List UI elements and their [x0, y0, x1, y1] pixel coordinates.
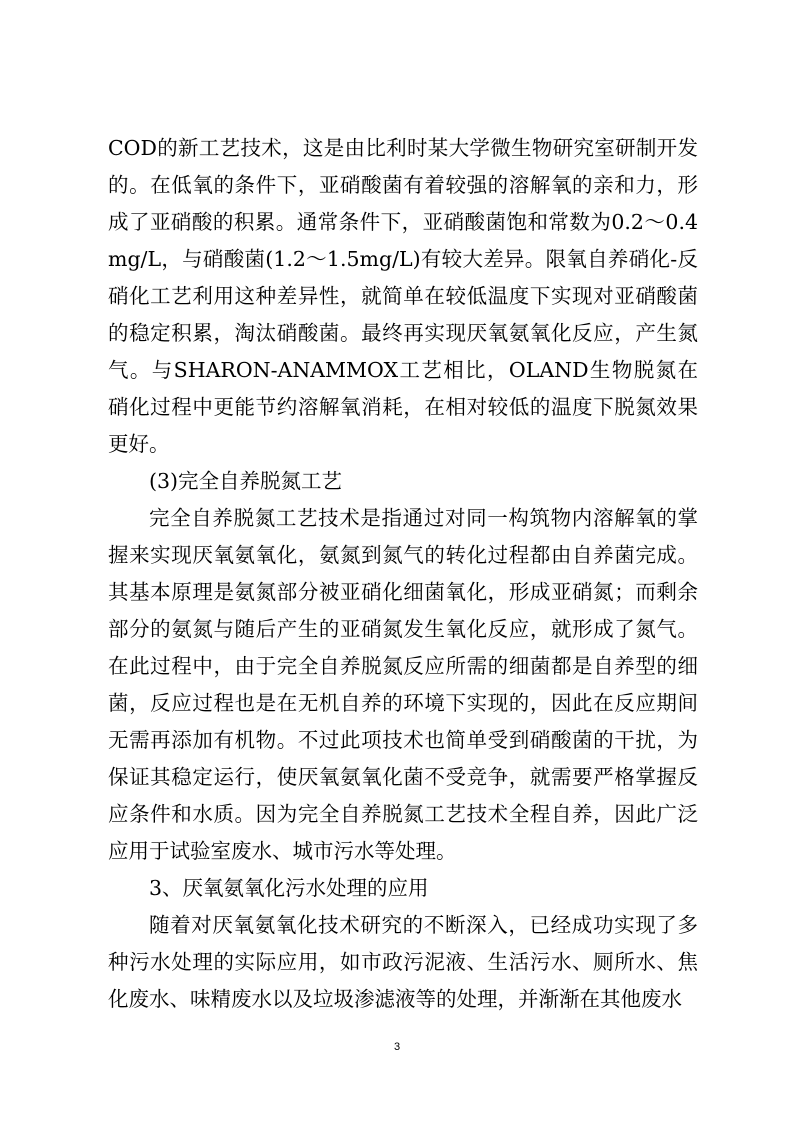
paragraph-applications: 随着对厌氧氨氧化技术研究的不断深入，已经成功实现了多种污水处理的实际应用，如市政污泥液、生活污水、厕所水、焦化废水、味精废水以及垃圾渗滤液等的处理，并渐渐在其他废水: [108, 913, 698, 1011]
paragraph-complete-autotrophic: 完全自养脱氮工艺技术是指通过对同一构筑物内溶解氧的掌握来实现厌氧氨氧化，氨氮到氮气的转化过程都由自养菌完成。其基本原理是氨氮部分被亚硝化细菌氧化，形成亚硝氮；而剩余部分的氨氮与随后产生的亚硝氮发生氧化反应，就形成了氮气。在此过程中，由于完全自养脱氮反应所需的细菌都是自养型的细菌，反应过程也是在无机自养的环境下实现的，因此在反应期间无需再添加有机物。不过此项技术也简单受到硝酸菌的干扰，为保证其稳定运行，使厌氧氨氧化菌不受竞争，就需要严格掌握反应条件和水质。因为完全自养脱氮工艺技术全程自养，因此广泛应用于试验室废水、城市污水等处理。: [108, 506, 698, 863]
paragraph-oland-continuation: COD的新工艺技术，这是由比利时某大学微生物研究室研制开发的。在低氧的条件下，亚硝酸菌有着较强的溶解氧的亲和力，形成了亚硝酸的积累。通常条件下，亚硝酸菌饱和常数为0.2～0.4mg/L，与硝酸菌(1.2～1.5mg/L)有较大差异。限氧自养硝化-反硝化工艺利用这种差异性，就简单在较低温度下实现对亚硝酸菌的稳定积累，淘汰硝酸菌。最终再实现厌氧氨氧化反应，产生氮气。与SHARON-ANAMMOX工艺相比，OLAND生物脱氮在硝化过程中更能节约溶解氧消耗，在相对较低的温度下脱氮效果更好。: [108, 136, 698, 456]
section-heading-complete-autotrophic: (3)完全自养脱氮工艺: [149, 469, 343, 493]
section-heading-applications: 3、厌氧氨氧化污水处理的应用: [149, 876, 429, 900]
document-body: [108, 130, 698, 1018]
page-number: 3: [393, 1041, 401, 1053]
